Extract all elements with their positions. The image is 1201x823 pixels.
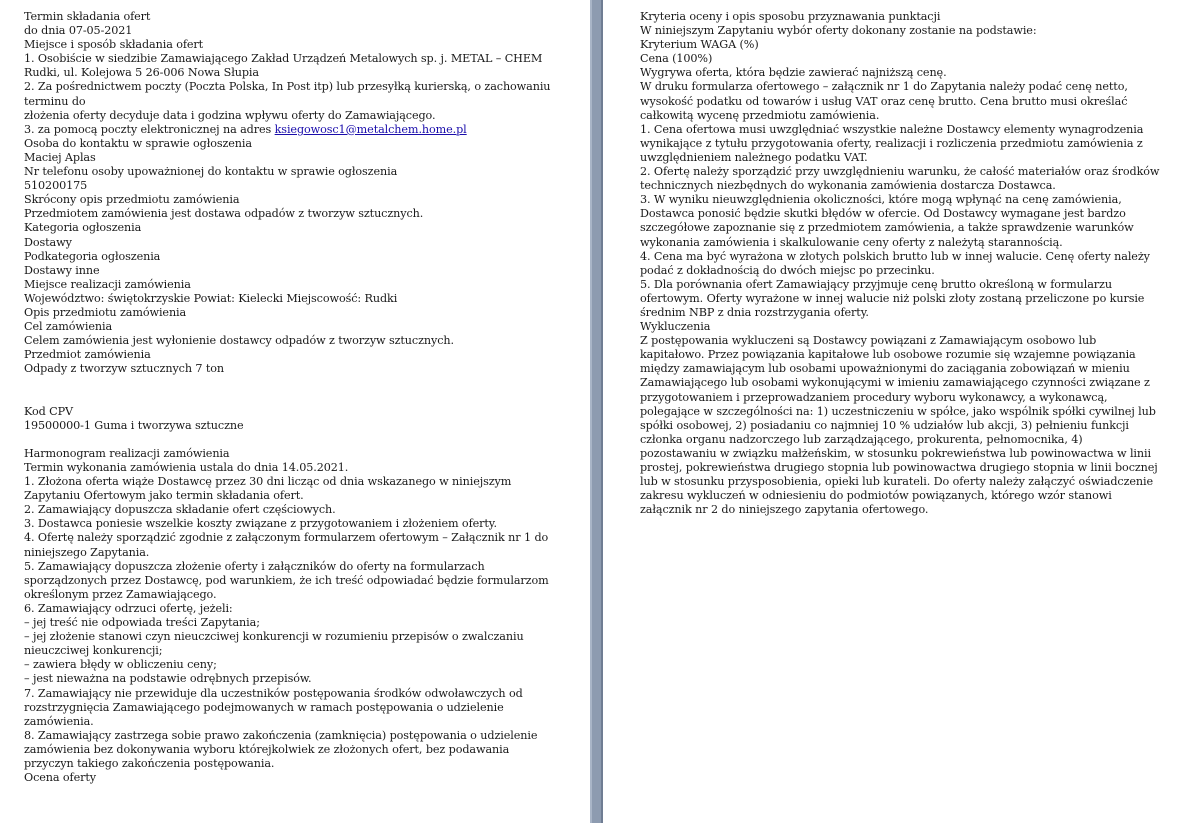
schedule-line: Harmonogram realizacji zamówienia bbox=[24, 446, 230, 460]
left-line: Odpady z tworzyw sztucznych 7 ton bbox=[24, 362, 225, 376]
right-line: 1. Cena ofertowa musi uwzględniać wszystkie należne Dostawcy elementy wynagrodzenia wynikające z tytułu przygotowania oferty, realizacji i rozliczenia przedmiotu zamówienia z uwzględnieniem należnego podatku VAT. bbox=[640, 122, 1144, 164]
schedule-line: – jej złożenie stanowi czyn nieuczciwej konkurencji w rozumieniu przepisów o zwalczaniu nieuczciwej konkurencji; bbox=[24, 630, 524, 658]
cpv-line: 19500000-1 Guma i tworzywa sztuczne bbox=[24, 418, 244, 432]
left-line: 2. Za pośrednictwem poczty (Poczta Polska, In Post itp) lub przesyłką kurierską, o zachowaniu terminu do bbox=[24, 80, 551, 108]
right-page-text bbox=[640, 10, 1162, 517]
right-line: Cena (100%) bbox=[640, 52, 713, 66]
right-line: 4. Cena ma być wyrażona w złotych polskich brutto lub w innej walucie. Cenę oferty należy podać z dokładnością do dwóch miejsc po przecinku. bbox=[640, 249, 1150, 277]
schedule-line: 7. Zamawiający nie przewiduje dla uczestników postępowania środków odwoławczych od rozstrzygnięcia Zamawiającego podejmowanych w ramach postępowania o udzielenie zamówienia. bbox=[24, 686, 523, 728]
right-page bbox=[603, 0, 1201, 823]
schedule-line: 1. Złożona oferta wiąże Dostawcę przez 30 dni licząc od dnia wskazanego w niniejszym Zapytaniu Ofertowym jako termin składania ofert. bbox=[24, 475, 512, 503]
right-line: Kryteria oceny i opis sposobu przyznawania punktacji bbox=[640, 10, 941, 23]
blank-line bbox=[24, 433, 554, 447]
left-line: Miejsce realizacji zamówienia bbox=[24, 277, 191, 291]
right-line: Z postępowania wykluczeni są Dostawcy powiązani z Zamawiającym osobowo lub kapitałowo. Przez powiązania kapitałowe lub osobowe rozumie się wzajemne powiązania między zamawiającym lub osobami upoważnionymi do zaciągania zobowiązań w mieniu Zamawiającego lub osobami wykonującymi w imieniu zamawiającego czynności związane z przygotowaniem i przeprowadzaniem procedury wyboru wykonawcy, a wykonawcą, polegające w szczególności na: 1) uczestniczeniu w spółce, jako wspólnik spółki cywilnej lub spółki osobowej, 2) posiadaniu co najmniej 10 % udziałów lub akcji, 3) pełnieniu funkcji członka organu nadzorczego lub zarządzającego, prokurenta, pełnomocnika, 4) pozostawaniu w związku małżeńskim, w stosunku pokrewieństwa lub powinowactwa w linii prostej, pokrewieństwa drugiego stopnia lub powinowactwa drugiego stopnia w linii bocznej lub w stosunku przysposobienia, opieki lub kurateli. Do oferty należy załączyć oświadczenie zakresu wykluczeń w odniesieniu do podmiotów powiązanych, którego wzór stanowi załącznik nr 2 do niniejszego zapytania ofertowego. bbox=[640, 334, 1158, 517]
schedule-line: 4. Ofertę należy sporządzić zgodnie z załączonym formularzem ofertowym – Załącznik nr 1 do niniejszego Zapytania. bbox=[24, 531, 549, 559]
email-link[interactable]: ksiegowosc1@metalchem.home.pl bbox=[274, 122, 467, 136]
left-line: Cel zamówienia bbox=[24, 320, 113, 334]
right-line: 5. Dla porównania ofert Zamawiający przyjmuje cenę brutto określoną w formularzu ofertowym. Oferty wyrażone w innej walucie niż polski złoty zostaną przeliczone po kursie średnim NBP z dnia rozstrzygania oferty. bbox=[640, 277, 1145, 319]
left-line: Dostawy inne bbox=[24, 263, 100, 277]
schedule-line: Termin wykonania zamówienia ustala do dnia 14.05.2021. bbox=[24, 461, 349, 474]
left-line: Kategoria ogłoszenia bbox=[24, 221, 142, 235]
schedule-line: – jest nieważna na podstawie odrębnych przepisów. bbox=[24, 672, 312, 686]
right-line: Kryterium WAGA (%) bbox=[640, 38, 759, 52]
left-page bbox=[0, 0, 590, 823]
schedule-line: – zawiera błędy w obliczeniu ceny; bbox=[24, 658, 217, 672]
left-line: 510200175 bbox=[24, 179, 88, 193]
left-line: Skrócony opis przedmiotu zamówienia bbox=[24, 193, 240, 207]
email-contact-line bbox=[24, 123, 554, 137]
page-gutter bbox=[590, 0, 603, 823]
left-line: Termin składania ofert bbox=[24, 10, 151, 23]
schedule-line: 2. Zamawiający dopuszcza składanie ofert częściowych. bbox=[24, 503, 336, 517]
left-line: 1. Osobiście w siedzibie Zamawiającego Zakład Urządzeń Metalowych sp. j. METAL – CHEM Rudki, ul. Kolejowa 5 26-006 Nowa Słupia bbox=[24, 52, 543, 80]
right-line: W niniejszym Zapytaniu wybór oferty dokonany zostanie na podstawie: bbox=[640, 24, 1037, 38]
left-line: Celem zamówienia jest wyłonienie dostawcy odpadów z tworzyw sztucznych. bbox=[24, 334, 454, 348]
left-line: Maciej Aplas bbox=[24, 150, 96, 164]
left-line: Przedmiot zamówienia bbox=[24, 348, 151, 362]
blank-line bbox=[24, 376, 554, 390]
left-page-text bbox=[24, 10, 554, 785]
schedule-line: 6. Zamawiający odrzuci ofertę, jeżeli: bbox=[24, 601, 233, 615]
schedule-line: 3. Dostawca poniesie wszelkie koszty związane z przygotowaniem i złożeniem oferty. bbox=[24, 517, 497, 531]
left-line: Opis przedmiotu zamówienia bbox=[24, 305, 187, 319]
left-line: Przedmiotem zamówienia jest dostawa odpadów z tworzyw sztucznych. bbox=[24, 207, 424, 221]
left-line: Nr telefonu osoby upoważnionej do kontaktu w sprawie ogłoszenia bbox=[24, 165, 398, 179]
right-line: W druku formularza ofertowego – załącznik nr 1 do Zapytania należy podać cenę netto, wysokość podatku od towarów i usług VAT oraz cenę brutto. Cena brutto musi określać całkowitą wycenę przedmiotu zamówienia. bbox=[640, 80, 1128, 122]
left-line: Miejsce i sposób składania ofert bbox=[24, 38, 204, 52]
cpv-line: Kod CPV bbox=[24, 404, 73, 418]
email-prefix: 3. za pomocą poczty elektronicznej na adres bbox=[24, 122, 275, 136]
right-line: 3. W wyniku nieuwzględnienia okoliczności, które mogą wpłynąć na cenę zamówienia, Dostawca ponosić będzie skutki błędów w ofercie. Od Dostawcy wymagane jest bardzo szczegółowe zapoznanie się z przedmiotem zamówienia, a także sprawdzenie warunków wykonania zamówienia i skalkulowanie ceny oferty z należytą starannością. bbox=[640, 193, 1134, 249]
left-line: Dostawy bbox=[24, 235, 72, 249]
left-line: Osoba do kontaktu w sprawie ogłoszenia bbox=[24, 136, 252, 150]
left-line: złożenia oferty decyduje data i godzina wpływu oferty do Zamawiającego. bbox=[24, 108, 436, 122]
left-line: do dnia 07-05-2021 bbox=[24, 24, 133, 38]
right-line: 2. Ofertę należy sporządzić przy uwzględnieniu warunku, że całość materiałów oraz środków technicznych niezbędnych do wykonania zamówienia dostarcza Dostawca. bbox=[640, 165, 1160, 193]
schedule-line: – jej treść nie odpowiada treści Zapytania; bbox=[24, 616, 260, 630]
schedule-line: 8. Zamawiający zastrzega sobie prawo zakończenia (zamknięcia) postępowania o udzielenie zamówienia bez dokonywania wyboru którejkolwiek ze złożonych ofert, bez podawania przyczyn takiego zakończenia postępowania. bbox=[24, 728, 538, 770]
gutter-highlight bbox=[590, 0, 592, 823]
left-line: Podkategoria ogłoszenia bbox=[24, 249, 161, 263]
blank-line bbox=[24, 391, 554, 405]
right-line: Wykluczenia bbox=[640, 320, 711, 334]
schedule-line: 5. Zamawiający dopuszcza złożenie oferty i załączników do oferty na formularzach sporządzonych przez Dostawcę, pod warunkiem, że ich treść odpowiadać będzie formularzom określonym przez Zamawiającego. bbox=[24, 559, 549, 601]
right-line: Wygrywa oferta, która będzie zawierać najniższą cenę. bbox=[640, 66, 947, 80]
left-line: Województwo: świętokrzyskie Powiat: Kielecki Miejscowość: Rudki bbox=[24, 291, 398, 305]
schedule-line: Ocena oferty bbox=[24, 771, 96, 785]
